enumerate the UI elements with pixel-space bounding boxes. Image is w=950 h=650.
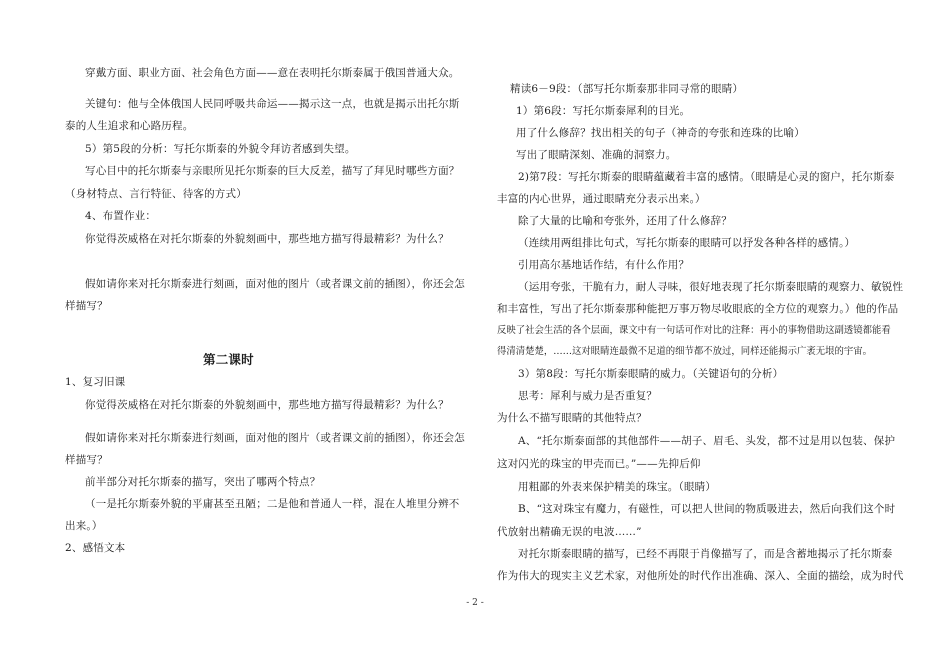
text-line: 精读6－9段：（部写托尔斯泰那非同寻常的眼睛）	[510, 83, 744, 95]
text-line: 写出了眼睛深刻、准确的洞察力。	[516, 149, 677, 161]
text-line: 这对闪光的珠宝的甲壳而已。”——先抑后仰	[497, 458, 701, 470]
text-line: 和丰富性，写出了托尔斯泰那种能把万事万物尽收眼底的全方位的观察力。）他的作品	[497, 303, 899, 315]
text-line: （身材特点、言行特征、待客的方式）	[65, 188, 247, 200]
text-line: （运用夸张，干脆有力，耐人寻味，很好地表现了托尔斯泰眼睛的观察力、敏锐性	[518, 281, 904, 293]
text-line: 用了什么修辞？找出相关的句子（神奇的夸张和连珠的比喻）	[516, 127, 805, 139]
text-line: 代放射出精确无误的电波……”	[497, 526, 642, 538]
text-line: 5）第5段的分析：写托尔斯泰的外貌令拜访者感到失望。	[85, 143, 356, 155]
text-line: （连续用两组排比句式，写托尔斯泰的眼睛可以抒发各种各样的感情。）	[518, 237, 856, 249]
text-line: 你觉得茨威格在对托尔斯泰的外貌刻画中，那些地方描写得最精彩？为什么？	[85, 233, 449, 245]
text-line: 得清清楚楚，……这对眼睛连最微不足道的细节都不放过，同样还能揭示广袤无垠的宇宙。	[497, 346, 873, 357]
text-line: 样描写？	[65, 300, 108, 312]
text-line: 假如请你来对托尔斯泰进行刻画，面对他的图片（或者课文前的插图），你还会怎	[85, 432, 465, 444]
text-line: 2、感悟文本	[65, 542, 126, 554]
text-line: 引用高尔基地话作结，有什么作用？	[518, 259, 690, 271]
text-line: 1、复习旧课	[65, 376, 126, 388]
text-line: 丰富的内心世界，通过眼睛充分表示出来。）	[497, 193, 706, 205]
text-line: B、“这对珠宝有魔力，有磁性，可以把人世间的物质吸进去，然后向我们这个时	[518, 503, 896, 515]
text-line: 2)第7段：写托尔斯泰的眼睛蕴藏着丰富的感情。（眼睛是心灵的窗户，托尔斯泰	[518, 171, 895, 183]
text-line: 样描写？	[65, 454, 108, 466]
text-line: 1）第6段：写托尔斯泰犀利的目光。	[516, 105, 691, 117]
text-line: 泰的人生追求和心路历程。	[65, 120, 194, 132]
text-line: 4、布置作业：	[85, 210, 157, 222]
text-line: 为什么不描写眼睛的其他特点？	[497, 412, 647, 424]
text-line: 除了大量的比喻和夸张外，还用了什么修辞？	[518, 215, 732, 227]
text-line: （一是托尔斯泰外貌的平庸甚至丑陋；二是他和普通人一样，混在人堆里分辨不	[85, 498, 460, 510]
text-line: 你觉得茨威格在对托尔斯泰的外貌刻画中，那些地方描写得最精彩？为什么？	[85, 399, 449, 411]
text-line: 写心目中的托尔斯泰与亲眼所见托尔斯泰的巨大反差，描写了拜见时哪些方面？	[85, 165, 460, 177]
text-line: 穿戴方面、职业方面、社会角色方面——意在表明托尔斯泰属于俄国普通大众。	[85, 67, 460, 79]
text-line: 作为伟大的现实主义艺术家，对他所处的时代作出准确、深入、全面的描绘，成为时代	[497, 570, 904, 582]
text-line: 3）第8段：写托尔斯泰眼睛的威力。（关键语句的分析）	[518, 368, 784, 380]
text-line: 对托尔斯泰眼睛的描写，已经不再限于肖像描写了，而是含蓄地揭示了托尔斯泰	[518, 548, 893, 560]
text-line: 思考：犀利与威力是否重复？	[518, 390, 658, 402]
page-number: - 2 -	[466, 598, 484, 608]
text-line: 反映了社会生活的各个层面，课文中有一句话可作对比的注释：再小的事物借助这副透镜都能看	[497, 325, 891, 336]
text-line: 用粗鄙的外表来保护精美的珠宝。（眼睛）	[518, 481, 717, 493]
text-line: 假如请你来对托尔斯泰进行刻画，面对他的图片（或者课文前的插图），你还会怎	[85, 278, 465, 290]
text-line: 前半部分对托尔斯泰的描写，突出了哪两个特点？	[85, 476, 321, 488]
text-line: 关键句：他与全体俄国人民同呼吸共命运——揭示这一点，也就是揭示出托尔斯	[85, 98, 460, 110]
section-heading: 第二课时	[203, 352, 254, 367]
text-line: A、“托尔斯泰面部的其他部件——胡子、眉毛、头发，都不过是用以包装、保护	[518, 435, 896, 447]
text-line: 出来。）	[65, 520, 103, 532]
